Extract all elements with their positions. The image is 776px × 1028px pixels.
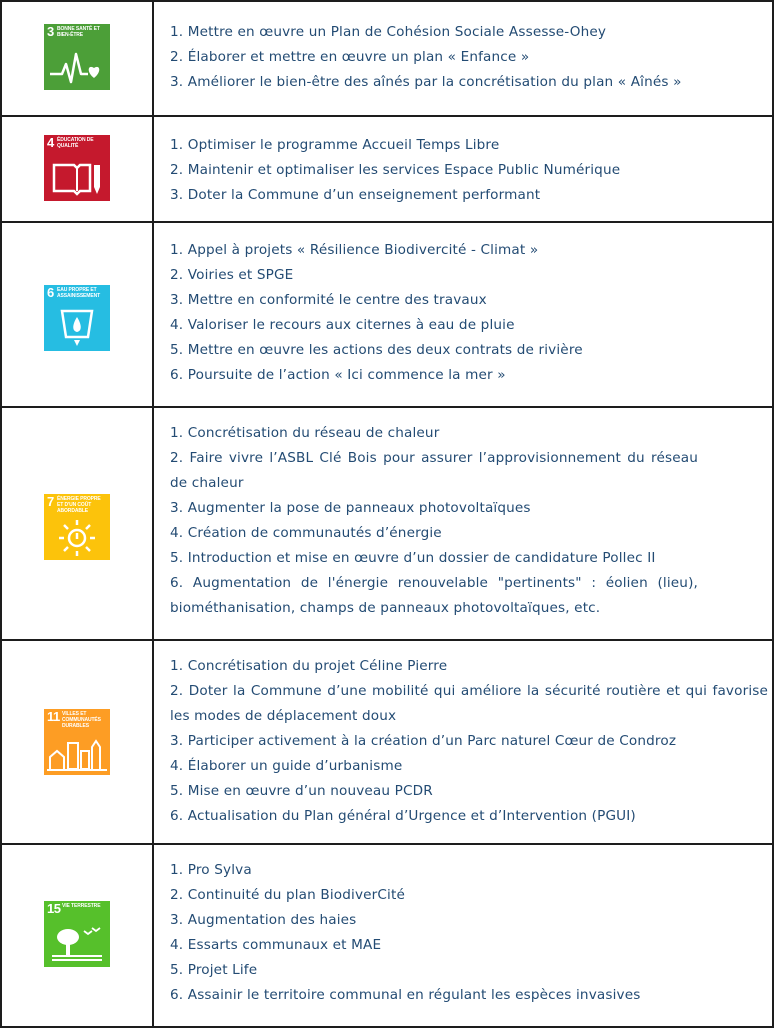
list-item: 5. Mettre en œuvre les actions des deux contrats de rivière (170, 342, 583, 358)
table-row-sdg-11 (0, 641, 774, 845)
heartbeat-icon (44, 24, 110, 90)
table-row-sdg-6 (0, 223, 774, 408)
list-item: 4. Élaborer un guide d’urbanisme (170, 758, 403, 774)
city-buildings-icon (44, 709, 110, 775)
list-item: 5. Introduction et mise en œuvre d’un dossier de candidature Pollec II (170, 550, 656, 566)
list-item: 6. Actualisation du Plan général d’Urgence et d’Intervention (PGUI) (170, 808, 636, 824)
column-divider (152, 117, 154, 221)
list-item: 6. Poursuite de l’action « Ici commence la mer » (170, 367, 506, 383)
list-item: 1. Appel à projets « Résilience Biodivercité - Climat » (170, 242, 539, 258)
action-list (170, 20, 764, 95)
table-row-sdg-4 (0, 117, 774, 223)
column-divider (152, 2, 154, 115)
water-drop-glass-icon (44, 285, 110, 351)
list-item: 6. Augmentation de l'énergie renouvelable "pertinents" : éolien (lieu), biométhanisation, champs de panneaux photovoltaïques, etc. (170, 575, 698, 616)
action-list (170, 421, 764, 621)
sdg-4-badge (44, 135, 110, 201)
list-item: 3. Doter la Commune d’un enseignement performant (170, 187, 541, 203)
list-item: 3. Mettre en conformité le centre des travaux (170, 292, 487, 308)
goal-label: ÉNERGIE PROPRE ET D'UN COÛT ABORDABLE (57, 496, 101, 514)
list-item: 2. Faire vivre l’ASBL Clé Bois pour assurer l’approvisionnement du réseau de chaleur (170, 450, 698, 491)
book-pencil-icon (44, 135, 110, 201)
action-list (170, 654, 768, 829)
goal-label: EAU PROPRE ET ASSAINISSEMENT (57, 287, 101, 299)
list-item: 6. Assainir le territoire communal en régulant les espèces invasives (170, 987, 641, 1003)
table-row-sdg-15 (0, 845, 774, 1028)
sun-power-icon (44, 494, 110, 560)
goal-label: ÉDUCATION DE QUALITÉ (57, 137, 94, 149)
action-list (170, 133, 764, 208)
column-divider (152, 641, 154, 843)
goal-number: 4 (47, 135, 54, 150)
list-item: 2. Doter la Commune d’une mobilité qui améliore la sécurité routière et qui favorise les modes de déplacement doux (170, 683, 768, 724)
sdg-3-badge (44, 24, 110, 90)
goal-number: 3 (47, 24, 54, 39)
goal-number: 15 (47, 901, 61, 916)
list-item: 1. Concrétisation du projet Céline Pierre (170, 658, 448, 674)
list-item: 3. Améliorer le bien-être des aînés par la concrétisation du plan « Aînés » (170, 74, 682, 90)
list-item: 4. Essarts communaux et MAE (170, 937, 382, 953)
goal-label: BONNE SANTÉ ET BIEN-ÊTRE (57, 26, 100, 38)
sdg-7-badge (44, 494, 110, 560)
list-item: 1. Optimiser le programme Accueil Temps Libre (170, 137, 500, 153)
goal-label: VILLES ET COMMUNAUTÉS DURABLES (62, 711, 101, 729)
list-item: 1. Mettre en œuvre un Plan de Cohésion Sociale Assesse-Ohey (170, 24, 607, 40)
column-divider (152, 845, 154, 1026)
list-item: 2. Maintenir et optimaliser les services Espace Public Numérique (170, 162, 621, 178)
sdg-15-badge (44, 901, 110, 967)
list-item: 1. Pro Sylva (170, 862, 252, 878)
column-divider (152, 408, 154, 639)
table-row-sdg-7 (0, 408, 774, 641)
list-item: 3. Augmentation des haies (170, 912, 357, 928)
goal-number: 6 (47, 285, 54, 300)
list-item: 5. Projet Life (170, 962, 258, 978)
action-list (170, 238, 764, 388)
list-item: 4. Création de communautés d’énergie (170, 525, 442, 541)
list-item: 2. Voiries et SPGE (170, 267, 294, 283)
list-item: 5. Mise en œuvre d’un nouveau PCDR (170, 783, 433, 799)
sdg-6-badge (44, 285, 110, 351)
sdg-11-badge (44, 709, 110, 775)
list-item: 3. Augmenter la pose de panneaux photovoltaïques (170, 500, 531, 516)
goal-number: 7 (47, 494, 54, 509)
list-item: 2. Continuité du plan BiodiverCité (170, 887, 405, 903)
list-item: 1. Concrétisation du réseau de chaleur (170, 425, 440, 441)
column-divider (152, 223, 154, 406)
action-list (170, 858, 764, 1008)
list-item: 2. Élaborer et mettre en œuvre un plan « Enfance » (170, 49, 530, 65)
table-row-sdg-3 (0, 2, 774, 117)
goal-label: VIE TERRESTRE (62, 903, 101, 909)
list-item: 3. Participer activement à la création d’un Parc naturel Cœur de Condroz (170, 733, 677, 749)
tree-birds-icon (44, 901, 110, 967)
list-item: 4. Valoriser le recours aux citernes à eau de pluie (170, 317, 515, 333)
goal-number: 11 (47, 709, 60, 724)
